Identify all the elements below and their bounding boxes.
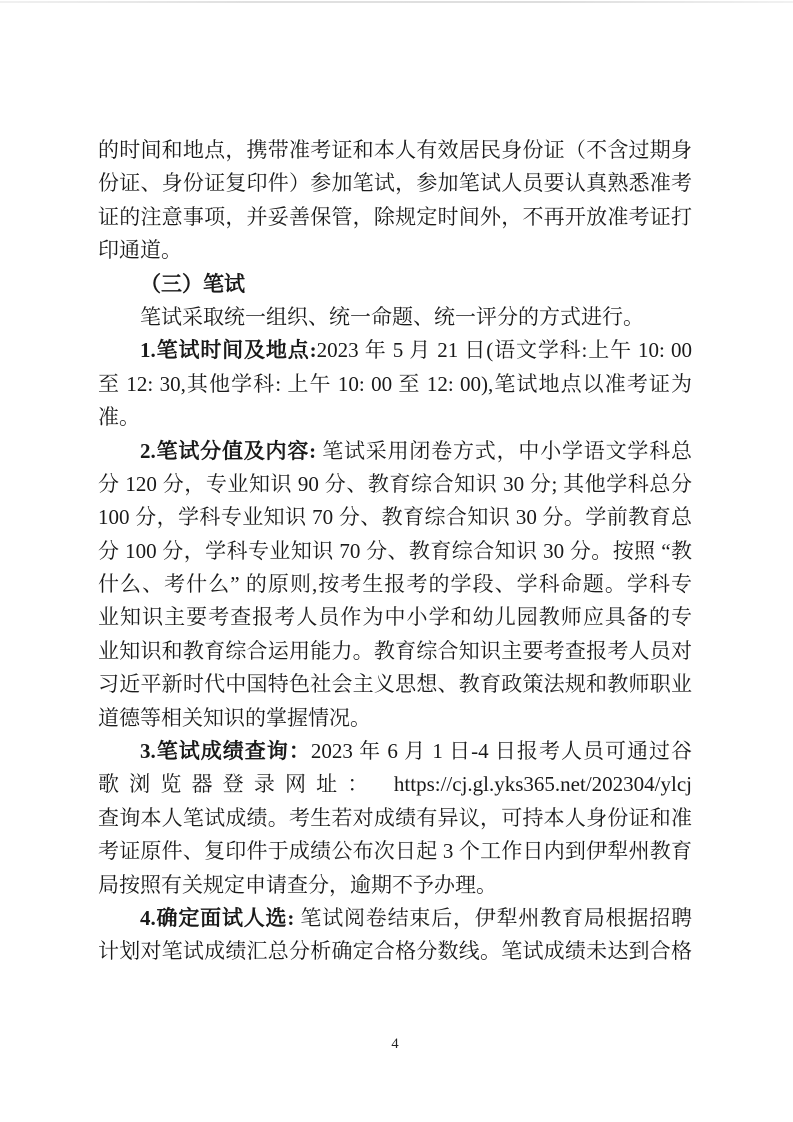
document-body — [98, 134, 692, 969]
text-line — [98, 768, 692, 801]
heading-run: 3.笔试成绩查询： — [140, 739, 311, 764]
text-run: 份证、身份证复印件）参加笔试，参加笔试人员要认真熟悉准考 — [98, 171, 692, 196]
text-run: 至 12: 30,其他学科: 上午 10: 00 至 12: 00),笔试地点以准考证为 — [98, 371, 692, 396]
text-line — [98, 902, 692, 935]
text-run: 业知识和教育综合运用能力。教育综合知识主要考查报考人员对 — [98, 638, 692, 663]
text-run: 分 120 分，专业知识 90 分、教育综合知识 30 分; 其他学科总分 — [98, 471, 692, 496]
page-number: 4 — [391, 1036, 399, 1052]
text-line — [98, 435, 692, 468]
text-line — [98, 601, 692, 634]
text-run: 笔试采用闭卷方式，中小学语文学科总 — [316, 438, 693, 463]
text-run: 的时间和地点，携带准考证和本人有效居民身份证（不含过期身 — [98, 138, 692, 162]
text-line — [98, 735, 692, 768]
text-line — [98, 134, 692, 167]
text-line — [98, 535, 692, 568]
text-run: 2023 年 5 月 21 日(语文学科:上午 10: 00 — [316, 338, 692, 363]
text-run: 业知识主要考查报考人员作为中小学和幼儿园教师应具备的专 — [98, 605, 692, 630]
text-line — [98, 368, 692, 401]
text-line — [98, 635, 692, 668]
scan-edge-artifact — [0, 1, 793, 3]
text-run: 歌浏览器登录网址： https://cj.gl.yks365.net/202304/ylcj — [98, 772, 692, 797]
page-footer — [98, 1036, 692, 1053]
text-run: 习近平新时代中国特色社会主义思想、教育政策法规和教师职业 — [98, 672, 692, 697]
heading-run: （三）笔试 — [140, 271, 245, 296]
text-line — [98, 234, 692, 267]
text-line — [98, 935, 692, 968]
heading-run: 1.笔试时间及地点: — [140, 338, 317, 363]
text-run: 印通道。 — [98, 238, 182, 263]
text-line — [98, 668, 692, 701]
text-run: 什么、考什么” 的原则,按考生报考的学段、学科命题。学科专 — [98, 572, 692, 597]
text-line — [98, 468, 692, 501]
text-run: 准。 — [98, 405, 140, 430]
text-line — [98, 869, 692, 902]
text-line — [98, 401, 692, 434]
text-run: 计划对笔试成绩汇总分析确定合格分数线。笔试成绩未达到合格 — [98, 939, 692, 964]
text-line — [98, 568, 692, 601]
text-line — [98, 334, 692, 367]
text-run: 局按照有关规定申请查分，逾期不予办理。 — [98, 872, 497, 897]
text-line — [98, 268, 692, 301]
text-line — [98, 201, 692, 234]
text-line — [98, 301, 692, 334]
text-run: 道德等相关知识的掌握情况。 — [98, 705, 371, 730]
text-line — [98, 167, 692, 200]
text-run: 笔试采取统一组织、统一命题、统一评分的方式进行。 — [140, 304, 644, 329]
text-line — [98, 835, 692, 868]
text-line — [98, 702, 692, 735]
text-run: 笔试阅卷结束后，伊犁州教育局根据招聘 — [294, 905, 692, 930]
text-run: 100 分，学科专业知识 70 分、教育综合知识 30 分。学前教育总 — [98, 505, 692, 530]
heading-run: 4.确定面试人选: — [140, 905, 295, 930]
text-line — [98, 802, 692, 835]
text-run: 考证原件、复印件于成绩公布次日起 3 个工作日内到伊犁州教育 — [98, 839, 692, 864]
text-line — [98, 501, 692, 534]
text-run: 查询本人笔试成绩。考生若对成绩有异议，可持本人身份证和准 — [98, 805, 692, 830]
heading-run: 2.笔试分值及内容: — [140, 438, 317, 463]
text-run: 证的注意事项，并妥善保管，除规定时间外，不再开放准考证打 — [98, 204, 692, 229]
text-run: 分 100 分，学科专业知识 70 分、教育综合知识 30 分。按照 “教 — [98, 538, 692, 563]
text-run: 2023 年 6 月 1 日-4 日报考人员可通过谷 — [310, 739, 693, 764]
